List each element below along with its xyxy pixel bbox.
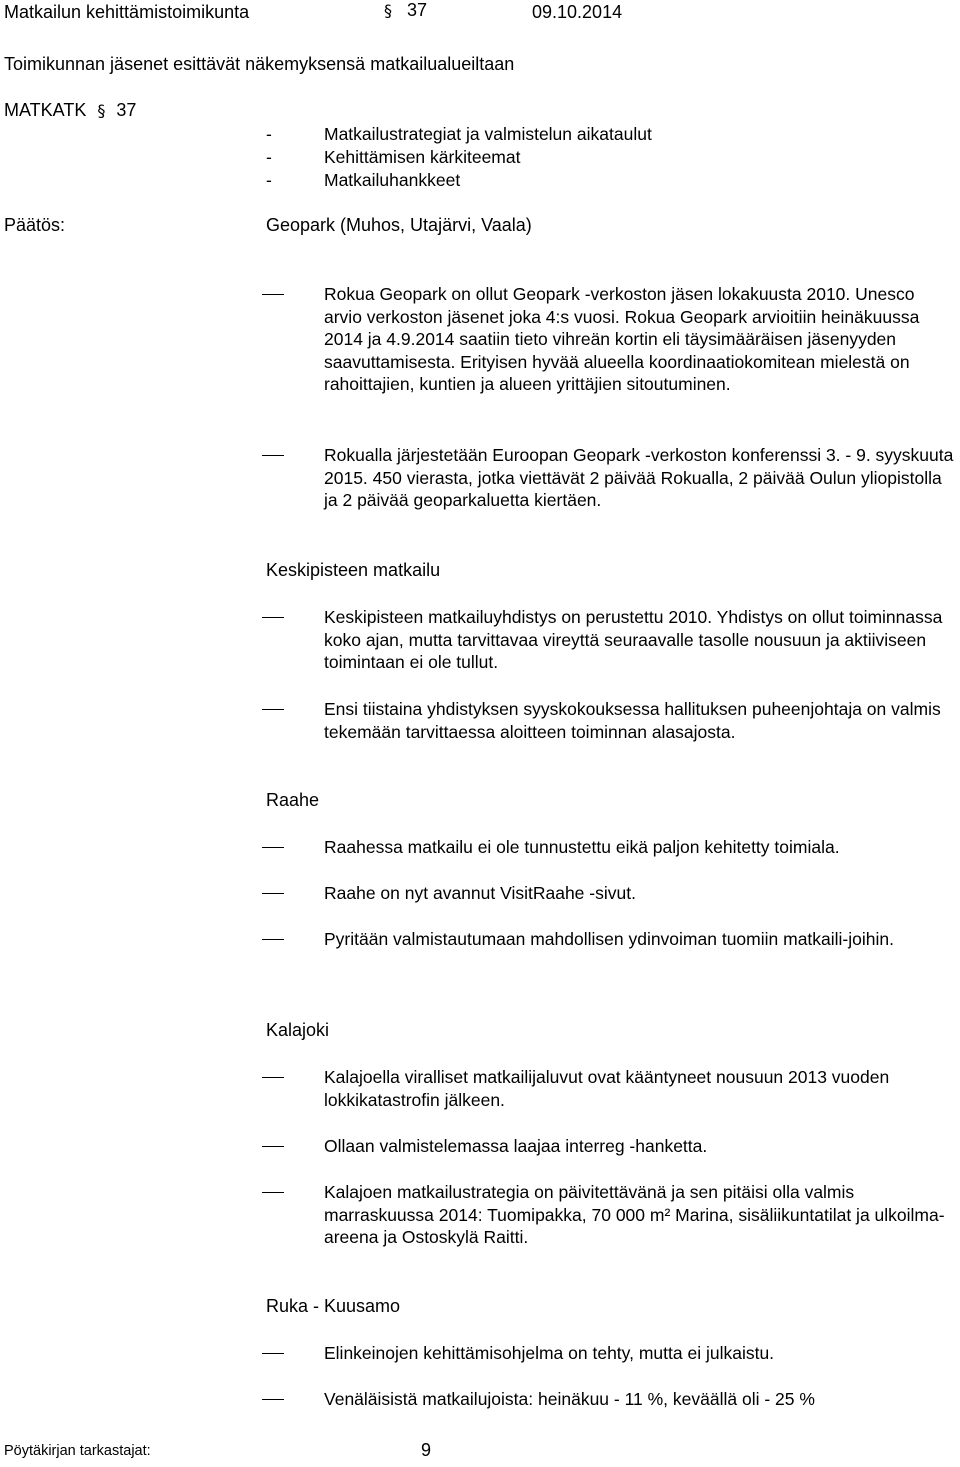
- intro-heading: Toimikunnan jäsenet esittävät näkemyksensä matkailualueiltaan: [4, 54, 515, 74]
- section-bullet-text: Raahe on nyt avannut VisitRaahe -sivut.: [324, 883, 636, 903]
- bullet-dash-icon: [262, 1399, 284, 1400]
- header-title: Matkailun kehittämistoimikunta: [4, 2, 250, 22]
- bullet-dash-icon: [262, 939, 284, 940]
- bullet-dash-icon: [262, 1077, 284, 1078]
- document-header: [4, 2, 249, 23]
- section-bullet-text: Elinkeinojen kehittämisohjelma on tehty, mutta ei julkaistu.: [324, 1343, 775, 1363]
- section-bullet-text: Kalajoen matkailustrategia on päivitettävänä ja sen pitäisi olla valmis marraskuussa 2014: Tuomipakka, 70 000 m² Marina, sisäliikuntatilat ja ulkoilma-areena ja Ostoskylä Raitti.: [324, 1182, 945, 1248]
- footer-label: Pöytäkirjan tarkastajat:: [4, 1443, 151, 1459]
- header-date: 09.10.2014: [532, 2, 623, 22]
- topic-item: -: [266, 147, 272, 167]
- bullet-dash-icon: [262, 1192, 284, 1193]
- bullet-dash-icon: [262, 847, 284, 848]
- footer-page-number: 9: [421, 1440, 432, 1460]
- header-meeting-number: 37: [407, 0, 428, 20]
- section-bullet-text: Kalajoella viralliset matkailijaluvut ovat kääntyneet nousuun 2013 vuoden lokkikatastrofin jälkeen.: [324, 1067, 890, 1110]
- section-heading-keskipiste: Keskipisteen matkailu: [266, 560, 441, 580]
- item-section-symbol-icon: §: [97, 101, 106, 120]
- section-bullet-text: Raahessa matkailu ei ole tunnustettu eikä paljon kehitetty toimiala.: [324, 837, 840, 857]
- bullet-dash-icon: [262, 709, 284, 710]
- header-meeting-ref: [384, 0, 427, 21]
- bullet-dash-icon: [262, 617, 284, 618]
- section-symbol-icon: §: [384, 1, 392, 20]
- topic-item: -: [266, 170, 272, 190]
- item-reference: [4, 100, 136, 121]
- topic-item-text: Matkailustrategiat ja valmistelun aikataulut: [324, 124, 652, 144]
- section-bullet-text: Ensi tiistaina yhdistyksen syyskokouksessa hallituksen puheenjohtaja on valmis tekemään tarvittaessa aloitteen toiminnan alasajosta.: [324, 699, 941, 742]
- section-bullet-text: Rokualla järjestetään Euroopan Geopark -verkoston konferenssi 3. - 9. syyskuuta 2015. 450 vierasta, jotka viettävät 2 päivää Rokualla, 2 päivää Oulun yliopistolla ja 2 päivää geoparkaluetta kiertäen.: [324, 445, 954, 511]
- topic-item: -: [266, 124, 272, 144]
- bullet-dash-icon: [262, 294, 284, 295]
- decision-label: Päätös:: [4, 215, 66, 235]
- item-ref: MATKATK: [4, 100, 87, 120]
- bullet-dash-icon: [262, 1353, 284, 1354]
- section-heading-raahe: Raahe: [266, 790, 320, 810]
- bullet-dash-icon: [262, 455, 284, 456]
- section-heading-geopark: Geopark (Muhos, Utajärvi, Vaala): [266, 215, 532, 235]
- section-heading-kalajoki: Kalajoki: [266, 1020, 330, 1040]
- section-heading-ruka: Ruka - Kuusamo: [266, 1296, 401, 1316]
- topic-item-text: Matkailuhankkeet: [324, 170, 461, 190]
- item-number: 37: [116, 100, 137, 120]
- section-bullet-text: Pyritään valmistautumaan mahdollisen ydinvoiman tuomiin matkaili-joihin.: [324, 929, 894, 949]
- topic-item-text: Kehittämisen kärkiteemat: [324, 147, 521, 167]
- section-bullet-text: Venäläisistä matkailujoista: heinäkuu - 11 %, keväällä oli - 25 %: [324, 1389, 815, 1409]
- section-bullet-text: Ollaan valmistelemassa laajaa interreg -hanketta.: [324, 1136, 708, 1156]
- bullet-dash-icon: [262, 1146, 284, 1147]
- bullet-dash-icon: [262, 893, 284, 894]
- section-bullet-text: Rokua Geopark on ollut Geopark -verkoston jäsen lokakuusta 2010. Unesco arvio verkoston jäsenet joka 4:s vuosi. Rokua Geopark arvioitiin heinäkuussa 2014 ja 4.9.2014 saatiin tieto vihreän kortin eli täysimääräisen jäsenyyden saavuttamisesta. Erityisen hyvää alueella koordinaatiokomitean mielestä on rahoittajien, kuntien ja alueen yrittäjien sitoutuminen.: [324, 284, 920, 395]
- section-bullet-text: Keskipisteen matkailuyhdistys on perustettu 2010. Yhdistys on ollut toiminnassa koko ajan, mutta tarvittavaa vireyttä seuraavalle tasolle nousuun ja aktiiviseen toimintaan ei ole tullut.: [324, 607, 943, 673]
